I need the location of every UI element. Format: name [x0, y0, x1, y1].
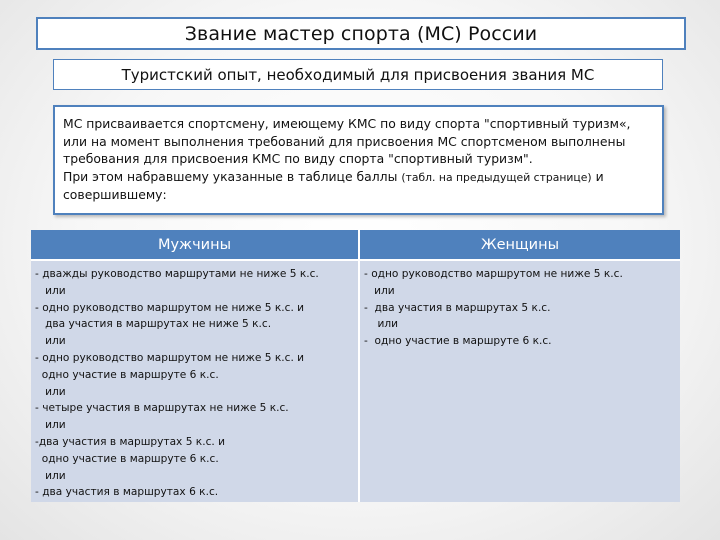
- table-row: [31, 260, 680, 502]
- description-line: [63, 168, 654, 187]
- men-requirement-line: - четыре участия в маршрутах не ниже 5 к.с.: [35, 402, 289, 415]
- table-header-row: [31, 230, 680, 260]
- header-men: Мужчины: [31, 230, 359, 260]
- description-line: совершившему:: [63, 187, 167, 202]
- description-line: или на момент выполнения требований для присвоения МС спортсменом выполнены: [63, 133, 626, 149]
- description-text-end: и: [591, 168, 604, 184]
- requirements-table: [31, 230, 680, 502]
- description-line: МС присваивается спортсмену, имеющему КМС по виду спорта "спортивный туризм«,: [63, 116, 631, 131]
- women-requirement-line: - одно руководство маршрутом не ниже 5 к.с.: [364, 268, 623, 280]
- men-requirement-line: или: [35, 469, 66, 482]
- women-requirement-line: - одно участие в маршруте 6 к.с.: [364, 335, 552, 348]
- men-requirement-line: -два участия в маршрутах 5 к.с. и: [35, 435, 226, 448]
- men-requirement-line: - одно руководство маршрутом не ниже 5 к.с. и: [35, 301, 305, 314]
- men-requirement-line: два участия в маршрутах не ниже 5 к.с.: [35, 318, 272, 331]
- women-requirements-cell: [359, 260, 680, 502]
- men-requirement-line: или: [35, 385, 66, 398]
- men-requirement-line: одно участие в маршруте 6 к.с.: [35, 368, 219, 381]
- men-requirement-line: - два участия в маршрутах 6 к.с.: [35, 486, 219, 499]
- description-box: [53, 105, 664, 215]
- men-requirement-line: или: [35, 284, 66, 297]
- description-text: При этом набравшему указанные в таблице баллы: [63, 168, 398, 184]
- men-requirement-line: одно участие в маршруте 6 к.с.: [35, 452, 219, 465]
- men-requirements-cell: [31, 260, 359, 502]
- women-requirement-line: или: [364, 284, 395, 297]
- header-women: Женщины: [359, 230, 680, 260]
- women-requirement-line: или: [364, 318, 399, 331]
- men-requirement-line: - одно руководство маршрутом не ниже 5 к.с. и: [35, 351, 305, 364]
- slide-title-text: Звание мастер спорта (МС) России: [184, 22, 538, 45]
- women-requirement-line: - два участия в маршрутах 5 к.с.: [364, 301, 551, 314]
- description-note: (табл. на предыдущей странице): [401, 170, 592, 184]
- men-requirement-line: или: [35, 419, 66, 432]
- description-line: требования для присвоения КМС по виду спорта "спортивный туризм".: [63, 151, 533, 166]
- slide-title: [36, 17, 686, 50]
- men-requirement-line: - дважды руководство маршрутами не ниже 5 к.с.: [35, 268, 319, 280]
- slide-subtitle: [53, 59, 663, 90]
- men-requirement-line: или: [35, 335, 66, 348]
- slide-subtitle-text: Туристский опыт, необходимый для присвоения звания МС: [121, 65, 595, 84]
